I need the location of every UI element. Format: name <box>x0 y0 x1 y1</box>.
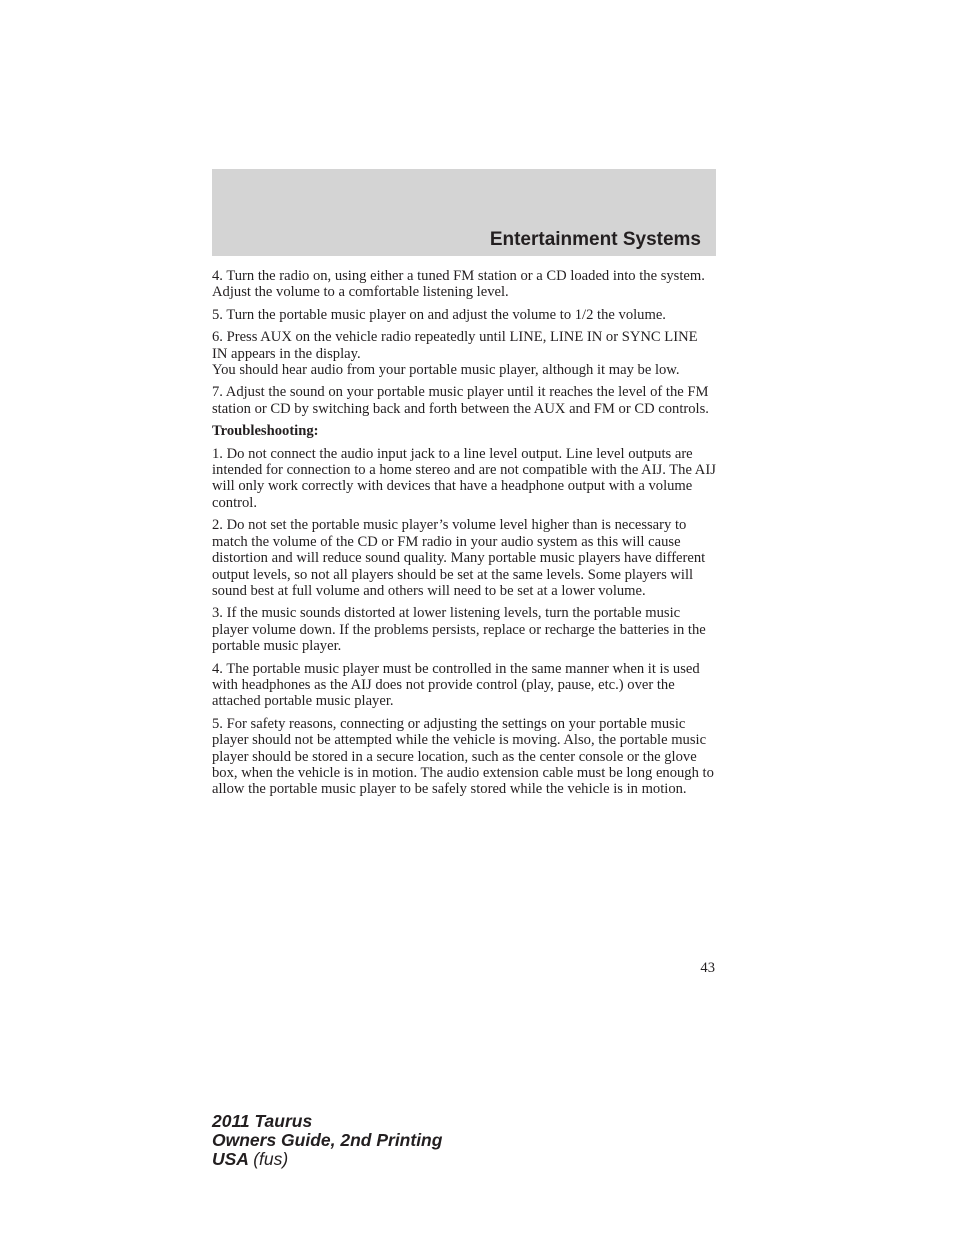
document-footer <box>212 1112 442 1169</box>
paragraph-step-5: 5. Turn the portable music player on and adjust the volume to 1/2 the volume. <box>212 306 666 323</box>
paragraph-step-6-note: You should hear audio from your portable music player, although it may be low. <box>212 362 680 379</box>
paragraph-step-4: 4. Turn the radio on, using either a tuned FM station or a CD loaded into the system. Adjust the volume to a comfortable listening level. <box>212 268 705 301</box>
page-number: 43 <box>700 960 715 976</box>
troubleshooting-heading: Troubleshooting: <box>212 423 319 440</box>
page-body <box>212 268 716 804</box>
footer-region: USA <box>212 1149 249 1169</box>
paragraph-step-7: 7. Adjust the sound on your portable music player until it reaches the level of the FM station or CD by switching back and forth between the AUX and FM or CD controls. <box>212 384 709 417</box>
footer-model: 2011 Taurus <box>212 1111 313 1131</box>
footer-region-code: (fus) <box>253 1149 289 1169</box>
troubleshooting-item-4: 4. The portable music player must be controlled in the same manner when it is used with headphones as the AIJ does not provide control (play, pause, etc.) over the attached portable music player. <box>212 660 700 710</box>
troubleshooting-item-3: 3. If the music sounds distorted at lower listening levels, turn the portable music player volume down. If the problems persists, replace or recharge the batteries in the portable music player. <box>212 605 706 655</box>
paragraph-step-6: 6. Press AUX on the vehicle radio repeatedly until LINE, LINE IN or SYNC LINE IN appears in the display. <box>212 329 698 362</box>
troubleshooting-item-5: 5. For safety reasons, connecting or adjusting the settings on your portable music player should not be attempted while the vehicle is moving. Also, the portable music player should be stored in a secure location, such as the center console or the glove box, when the vehicle is in motion. The audio extension cable must be long enough to allow the portable music player to be safely stored while the vehicle is in motion. <box>212 715 714 798</box>
section-header-band <box>212 169 716 256</box>
troubleshooting-item-2: 2. Do not set the portable music player’s volume level higher than is necessary to match the volume of the CD or FM radio in your audio system as this will cause distortion and will reduce sound quality. Many portable music players have different output levels, so not all players should be set at the same levels. Some players will sound best at full volume and others will need to be set at a lower volume. <box>212 517 706 599</box>
section-title: Entertainment Systems <box>489 229 701 250</box>
footer-region-line <box>212 1150 442 1169</box>
troubleshooting-item-1: 1. Do not connect the audio input jack to a line level output. Line level outputs are intended for connection to a home stereo and are not compatible with the AIJ. The AIJ will only work correctly with devices that have a headphone output with a volume control. <box>212 445 716 511</box>
footer-guide-edition: Owners Guide, 2nd Printing <box>212 1130 443 1150</box>
